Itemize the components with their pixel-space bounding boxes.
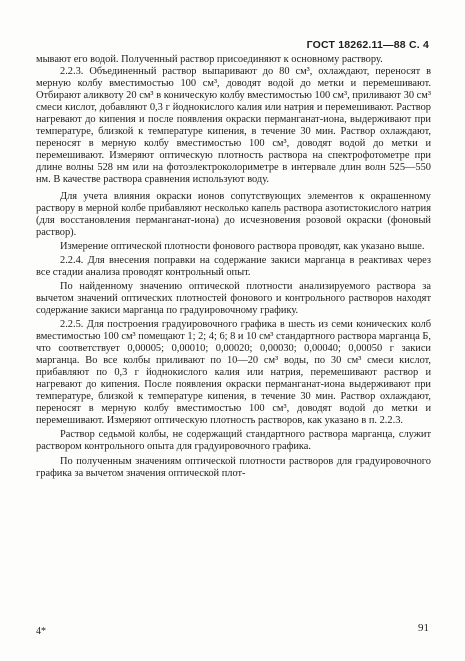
paragraph-2-2-5: 2.2.5. Для построения градуировочного графика в шесть из семи конических колб вместимостью 100 см³ помещают 1; 2; 4; 6; 8 и 10 см³ стандартного раствора марганца Б, что соответствует 0,00005; 0,00010; 0,00020; 0,00030; 0,00040; 0,00050 г закиси марганца. Во все колбы приливают по 10—20 см³ воды, по 30 см³ смеси кислот, прибавляют по 0,3 г йоднокислого калия или натрия, перемешивают раствор и нагревают до кипения. После появления окраски перманганат-иона выдерживают при температуре, близкой к температуре кипения, в течение 30 мин. Раствор охлаждают, переносят в мерную колбу вместимостью 100 см³, доводят водой до метки и перемешивают. Измеряют оптическую плотность растворов, как указано в п. 2.2.3. <box>36 318 431 427</box>
paragraph-calibration-lookup: По найденному значению оптической плотности анализируемого раствора за вычетом значений оптических плотностей фонового и контрольного растворов находят содержание закиси марганца по градуировочному графику. <box>36 280 431 316</box>
paragraph-control-flask: Раствор седьмой колбы, не содержащий стандартного раствора марганца, служит раствором контрольного опыта для градуировочного графика. <box>36 429 431 453</box>
paragraph-2-2-3: 2.2.3. Объединенный раствор выпаривают до 80 см³, охлаждают, переносят в мерную колбу вместимостью 100 см³, доводят водой до метки и перемешивают. Отбирают аликвоту 20 см³ в коническую колбу вместимостью 100 см³, приливают 30 см³ смеси кислот, добавляют 0,3 г йоднокислого калия или натрия и перемешивают. Раствор нагревают до кипения и после появления окраски перманганат-иона, выдерживают при температуре, близкой к температуре кипения, в течение 30 мин. Раствор охлаждают, переносят в мерную колбу вместимостью 100 см³, доводят водой до метки и перемешивают. Измеряют оптическую плотность раствора на спектрофотометре при длине волны 528 нм или на фотоэлектроколориметре в интервале длин волн 525—550 нм. В качестве раствора сравнения используют воду. <box>36 66 431 186</box>
paragraph-2-2-4: 2.2.4. Для внесения поправки на содержание закиси марганца в реактивах через все стадии анализа проводят контрольный опыт. <box>36 254 431 278</box>
document-body <box>36 54 431 480</box>
footer-signature-mark: 4* <box>36 626 46 637</box>
paragraph-final: По полученным значениям оптической плотности растворов для градуировочного графика за вычетом значения оптической плот- <box>36 455 431 479</box>
page-number: 91 <box>418 622 429 634</box>
paragraph-background-correction: Для учета влияния окраски ионов сопутствующих элементов к окрашенному раствору в мерной колбе прибавляют несколько капель раствора азотистокислого натрия (для восстановления перманганат-иона) до исчезновения розовой окраски (фоновый раствор). <box>36 190 431 238</box>
paragraph-background-measurement: Измерение оптической плотности фонового раствора проводят, как указано выше. <box>60 240 425 252</box>
page-header: ГОСТ 18262.11—88 С. 4 <box>306 39 429 51</box>
paragraph-continuation: мывают его водой. Полученный раствор присоединяют к основному раствору. <box>36 54 383 65</box>
